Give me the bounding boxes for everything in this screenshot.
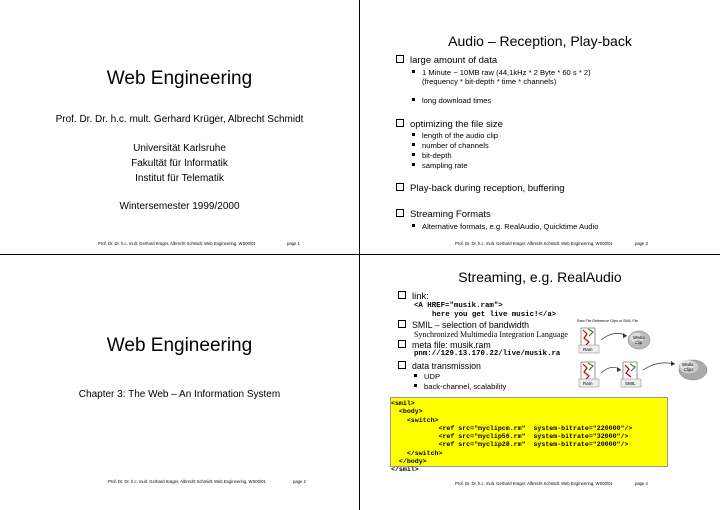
checkbox-bullet-icon xyxy=(396,209,404,217)
slide-2-page-number: page 2 xyxy=(293,479,306,484)
bullet-playback xyxy=(396,183,565,194)
sub-bullet-text: sampling rate xyxy=(422,161,468,170)
slide-3 xyxy=(360,0,720,254)
checkbox-bullet-icon xyxy=(398,361,406,369)
smil-full-name: Synchronized Multimedia Integration Language xyxy=(414,330,568,339)
smil-label: SMIL xyxy=(625,381,636,386)
sub-bullet-text: UDP xyxy=(424,372,441,381)
slide-4 xyxy=(360,255,720,510)
slide-1-semester: Wintersemester 1999/2000 xyxy=(119,201,240,212)
checkbox-bullet-icon xyxy=(396,183,404,191)
media-clip-label-2: Clip xyxy=(635,340,643,345)
bullet-link xyxy=(398,291,429,302)
sub-bullet-text: long download times xyxy=(422,96,492,105)
sub-bullet-download xyxy=(412,96,491,105)
checkbox-bullet-icon xyxy=(396,55,404,63)
checkbox-bullet-icon xyxy=(398,340,406,348)
slide-3-title: Audio – Reception, Play-back xyxy=(448,33,632,49)
slide-1 xyxy=(0,0,359,254)
ram-file-icon-top xyxy=(579,328,599,353)
arrow-to-media-clips xyxy=(643,363,675,370)
sub-bullet-continuation: (frequency * bit-depth * time * channels) xyxy=(422,77,557,86)
ram-label-top: Ram xyxy=(583,347,593,352)
smil-file-icon xyxy=(621,362,641,387)
media-clips-label-1: Media xyxy=(682,362,694,367)
slide-2-title: Web Engineering xyxy=(106,335,253,356)
bullet-text: data transmission xyxy=(412,361,481,371)
sub-bullet-text: 1 Minute ~ 10MB raw (44,1kHz * 2 Byte * 60 s * 2) xyxy=(422,68,591,77)
square-bullet-icon xyxy=(412,153,415,156)
sub-bullet-text: bit-depth xyxy=(422,151,452,160)
bullet-text: meta file: musik.ram xyxy=(412,340,491,350)
slide-1-footer: Prof. Dr. Dr. h.c. mult. Gerhard Krüger, Albrecht Schmidt: Web Engineering, WS00/01 xyxy=(98,241,256,246)
media-clip-label-1: Media xyxy=(633,335,645,340)
media-clips-label-2: Clips xyxy=(684,367,694,372)
link-code-line-1: <A HREF="musik.ram"> xyxy=(414,302,503,310)
media-clips-icon xyxy=(679,360,707,380)
square-bullet-icon xyxy=(414,384,417,387)
slide-4-page-number: page 4 xyxy=(635,481,648,486)
sub-bullet-length xyxy=(412,131,498,140)
streaming-diagram xyxy=(575,318,715,398)
code-line: </body> xyxy=(391,458,427,466)
sub-bullet-text: number of channels xyxy=(422,141,489,150)
sub-bullet-raw-size xyxy=(412,68,591,86)
slide-2 xyxy=(0,255,359,510)
affiliation-faculty: Fakultät für Informatik xyxy=(131,158,228,169)
code-line: <ref src="myclip28.rm" system-bitrate="20000"/> xyxy=(391,441,629,449)
code-line: <body> xyxy=(391,408,423,416)
diagram-caption: Ram File Reference Clips or SMIL File xyxy=(577,319,639,323)
code-line: </switch> xyxy=(391,449,443,457)
checkbox-bullet-icon xyxy=(398,320,406,328)
sub-bullet-text: back-channel, scalability xyxy=(424,382,507,391)
code-line: <smil> xyxy=(391,400,415,407)
checkbox-bullet-icon xyxy=(396,119,404,127)
bullet-smil xyxy=(398,320,529,330)
slide-4-title: Streaming, e.g. RealAudio xyxy=(458,269,622,285)
sub-bullet-text: length of the audio clip xyxy=(422,131,498,140)
bullet-text: optimizing the file size xyxy=(410,119,503,130)
code-line: <ref src="myclipcm.rm" system-bitrate="220000"/> xyxy=(391,424,633,432)
affiliation-institute: Institut für Telematik xyxy=(135,173,224,184)
media-clip-icon xyxy=(628,331,650,349)
square-bullet-icon xyxy=(412,143,415,146)
sub-bullet-bit-depth xyxy=(412,151,452,160)
ram-label-bottom: Ram xyxy=(583,381,593,386)
slide-1-authors: Prof. Dr. Dr. h.c. mult. Gerhard Krüger, Albrecht Schmidt xyxy=(55,114,304,125)
slide-3-page-number: page 3 xyxy=(635,241,648,246)
square-bullet-icon xyxy=(412,70,415,73)
sub-bullet-back-channel xyxy=(414,382,506,391)
slide-1-title: Web Engineering xyxy=(106,68,253,89)
bullet-large-data xyxy=(396,55,497,66)
sub-bullet-formats xyxy=(412,222,598,231)
slide-3-footer: Prof. Dr. Dr. h.c. mult. Gerhard Krüger, Albrecht Schmidt: Web Engineering, WS00/01 xyxy=(455,241,613,246)
link-code-line-2: here you get live music!</a> xyxy=(432,311,557,319)
sub-bullet-text: Alternative formats, e.g. RealAudio, Quicktime Audio xyxy=(422,222,599,231)
bullet-meta-file xyxy=(398,340,491,350)
square-bullet-icon xyxy=(412,133,415,136)
smil-code-box xyxy=(390,397,668,474)
bullet-text: SMIL – selection of bandwidth xyxy=(412,320,530,330)
square-bullet-icon xyxy=(412,163,415,166)
checkbox-bullet-icon xyxy=(398,291,406,299)
code-line: </smil> xyxy=(391,466,419,474)
meta-file-code: pnm://129.13.170.22/live/musik.ra xyxy=(414,350,561,358)
slide-2-subtitle: Chapter 3: The Web – An Information System xyxy=(78,389,281,400)
square-bullet-icon xyxy=(412,98,415,101)
sub-bullet-channels xyxy=(412,141,489,150)
bullet-text: link: xyxy=(412,291,429,302)
bullet-optimizing xyxy=(396,119,503,130)
code-line: <ref src="myclip56.rm" system-bitrate="32000"/> xyxy=(391,433,629,441)
square-bullet-icon xyxy=(414,374,417,377)
square-bullet-icon xyxy=(412,224,415,227)
bullet-text: Streaming Formats xyxy=(410,209,491,220)
slide-2-footer: Prof. Dr. Dr. h.c. mult. Gerhard Krüger, Albrecht Schmidt: Web Engineering, WS00/01 xyxy=(108,479,266,484)
bullet-text: large amount of data xyxy=(410,55,498,66)
bullet-text: Play-back during reception, buffering xyxy=(410,183,565,194)
ram-file-icon-bottom xyxy=(579,362,599,387)
slide-1-page-number: page 1 xyxy=(287,241,300,246)
bullet-streaming xyxy=(396,209,491,220)
code-line: <switch> xyxy=(391,416,439,424)
slide-4-footer: Prof. Dr. Dr. h.c. mult. Gerhard Krüger, Albrecht Schmidt: Web Engineering, WS00/01 xyxy=(455,481,613,486)
bullet-data-transmission xyxy=(398,361,481,371)
sub-bullet-udp xyxy=(414,372,440,381)
affiliation-university: Universität Karlsruhe xyxy=(133,143,226,154)
sub-bullet-sampling xyxy=(412,161,468,170)
